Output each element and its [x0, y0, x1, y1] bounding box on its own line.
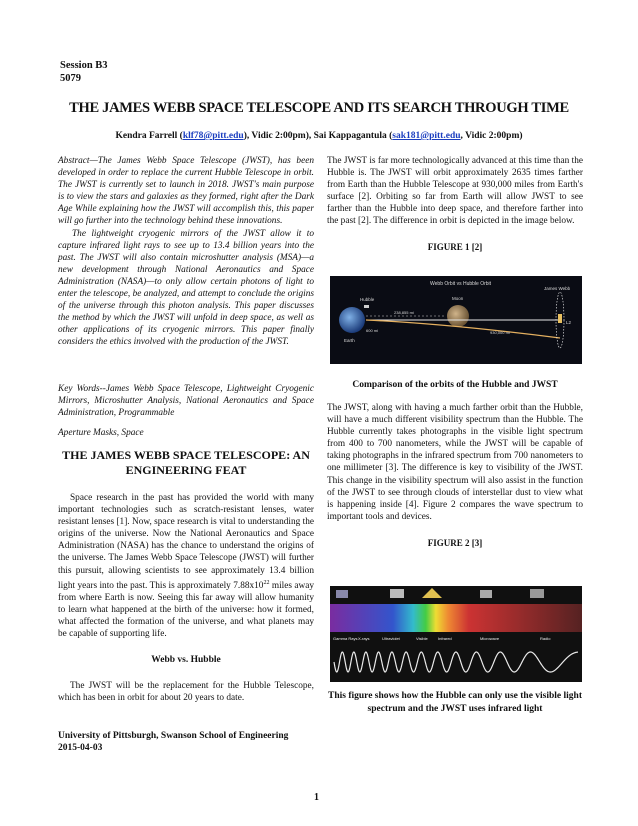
section-1-paragraph: Space research in the past has provided the world with many important technologies such as scratch-resistant lenses, water resistant lenses [1]. Now, space research is vital to understanding the origins of the universe. Now the National Aeronautics and Space Administration (NASA) has the chance to understand the origins of the universe. The James Webb Space Telescope (JWST) will further this pursuit, allowing scientists to see approximately 13.4 billion light years into the past. This is approximately $7.88x10^{22}$ miles away from where Earth is now. Seeing this far away will allow humanity to learn what happened at the birth of the universe: how it formed, what affected the formation of the universe, and what planets may be capable of supporting life.	[58, 493, 314, 640]
authors-line	[40, 131, 598, 141]
fig1-hubble-label: Hubble	[360, 297, 375, 302]
figure-2-label: FIGURE 2 [3]	[427, 537, 483, 548]
moon-icon	[447, 305, 469, 327]
keywords	[58, 383, 314, 439]
page-number: 1	[314, 792, 319, 803]
earth-icon	[339, 307, 365, 333]
session-code: Session B3	[60, 60, 108, 71]
fig1-title: Webb Orbit vs Hubble Orbit	[430, 281, 492, 287]
footer	[58, 730, 288, 754]
abstract	[58, 155, 314, 349]
fig1-distance-2: 930,000 mi	[490, 330, 510, 335]
keywords-line-2: Aperture Masks, Space	[58, 428, 144, 439]
figure-2-caption: This figure shows how the Hubble can only use the visible light spectrum and the JWST uses infrared light	[328, 691, 582, 714]
fig1-earth-label: Earth	[344, 338, 355, 343]
keywords-line-1: Key Words--James Webb Space Telescope, Lightweight Cryogenic Mirrors, Microshutter Analysis, National Aeronautics and Space Administration, Programmable	[58, 384, 314, 419]
spectrum-label-gamma: Gamma Rays	[333, 636, 358, 641]
spectrum-label-uv: Ultraviolet	[382, 636, 400, 641]
paper-title: THE JAMES WEBB SPACE TELESCOPE AND ITS SEARCH THROUGH TIME	[69, 100, 569, 116]
section-1-heading: THE JAMES WEBB SPACE TELESCOPE: AN ENGINEERING FEAT	[62, 448, 310, 477]
right-paragraph-2: The JWST, along with having a much farther orbit than the Hubble, will have a much different visibility spectrum than the Hubble. The Hubble currently takes photographs in the visible light spectrum from 400 to 700 nanometers, while the JWST will be capable of taking photographs in the infrared spectrum from 700 nanometers to one millimeter [3]. The difference is key to visibility of the JWST. This change in the visibility spectrum will also assist in the function of the JWST to see through clouds of interstellar dust to view what is happening inside [4]. Figure 2 compares the wave spectrum to important tools and devices.	[327, 403, 583, 522]
email-link-2[interactable]: sak181@pitt.edu	[392, 131, 461, 141]
superscript: 22	[263, 579, 270, 586]
hubble-icon	[364, 305, 369, 308]
fig1-l2-label: L2	[566, 320, 572, 325]
figure-1-caption: Comparison of the orbits of the Hubble and JWST	[352, 380, 558, 390]
fig1-moon-label: Moon	[452, 296, 464, 301]
footer-institution: University of Pittsburgh, Swanson School of Engineering	[58, 731, 289, 741]
author-tail: , Vidic 2:00pm)	[460, 131, 523, 141]
right-column-lower	[327, 379, 583, 549]
fig1-distance-1: 238,855 mi	[394, 310, 414, 315]
figure-2-caption-block	[327, 690, 583, 716]
figure-1-image	[330, 276, 582, 364]
hubble-icon	[390, 589, 404, 598]
author-1: Kendra Farrell (	[115, 131, 183, 141]
radio-dish-icon	[530, 589, 544, 598]
spectrum-label-microwave: Microwave	[480, 636, 500, 641]
spectrum-label-xrays: X-rays	[358, 636, 370, 641]
footer-date: 2015-04-03	[58, 743, 103, 753]
fig1-distance-3: 600 mi	[366, 328, 379, 333]
spectrum-label-radio: Radio	[540, 636, 551, 641]
subsection-heading: Webb vs. Hubble	[151, 655, 221, 666]
abstract-paragraph-2: The lightweight cryogenic mirrors of the JWST allow it to capture infrared light rays to see up to 13.4 billion years into the past. The JWST will also contain microshutter analysis (MSA)—a new development through National Aeronautics and Space Administration (NASA)—to only allow certain photons of light to enter the telescope, be analyzed, and attempt to conclude the origins of the universe through this photon analysis. This paper discusses the method by which the JWST will unfold in deep space, as well as other applications of its cryogenic mirrors. This paper finally considers the ethics involved with the production of the JWST.	[58, 228, 314, 348]
telescope-icon	[336, 590, 348, 598]
spectrum-label-infrared: Infrared	[438, 636, 452, 641]
figure-1-label: FIGURE 1 [2]	[427, 241, 483, 252]
session-info	[60, 59, 108, 85]
right-paragraph-1: The JWST is far more technologically advanced at this time than the Hubble is. The JWST will orbit approximately 2635 times farther from Earth than the Hubble Telescope at 930,000 miles from Earth's surface [2]. Orbiting so far from Earth will allow JWST to see farther than the Hubble into deep space, and therefore farther into the past [2]. The difference in orbit is depicted in the image below.	[327, 156, 583, 227]
session-number: 5079	[60, 73, 81, 84]
jwst-icon	[558, 314, 562, 323]
abstract-paragraph-1: Abstract—The James Webb Space Telescope (JWST), has been developed in order to replace the current Hubble Telescope in orbit. The JWST is currently set to launch in 2018. JWST's main purpose is to view the stars and galaxies as they formed, right after the Dark Age While explaining how the JWST will accomplish this, this paper will go further into the technology behind these innovations.	[58, 156, 314, 227]
email-link-1[interactable]: klf78@pitt.edu	[182, 131, 244, 141]
fig1-jwst-label: James Webb	[544, 286, 571, 291]
figure-2-image	[330, 586, 582, 682]
spectrum-bar	[330, 604, 582, 632]
subsection-paragraph: The JWST will be the replacement for the Hubble Telescope, which has been in orbit for about 20 years to date.	[58, 681, 314, 704]
satellite-icon	[480, 590, 492, 598]
right-column	[327, 155, 583, 253]
author-2: ), Vidic 2:00pm), Sai Kappagantula (	[243, 131, 393, 141]
spectrum-label-visible: Visible	[416, 636, 428, 641]
section-1	[58, 448, 314, 705]
